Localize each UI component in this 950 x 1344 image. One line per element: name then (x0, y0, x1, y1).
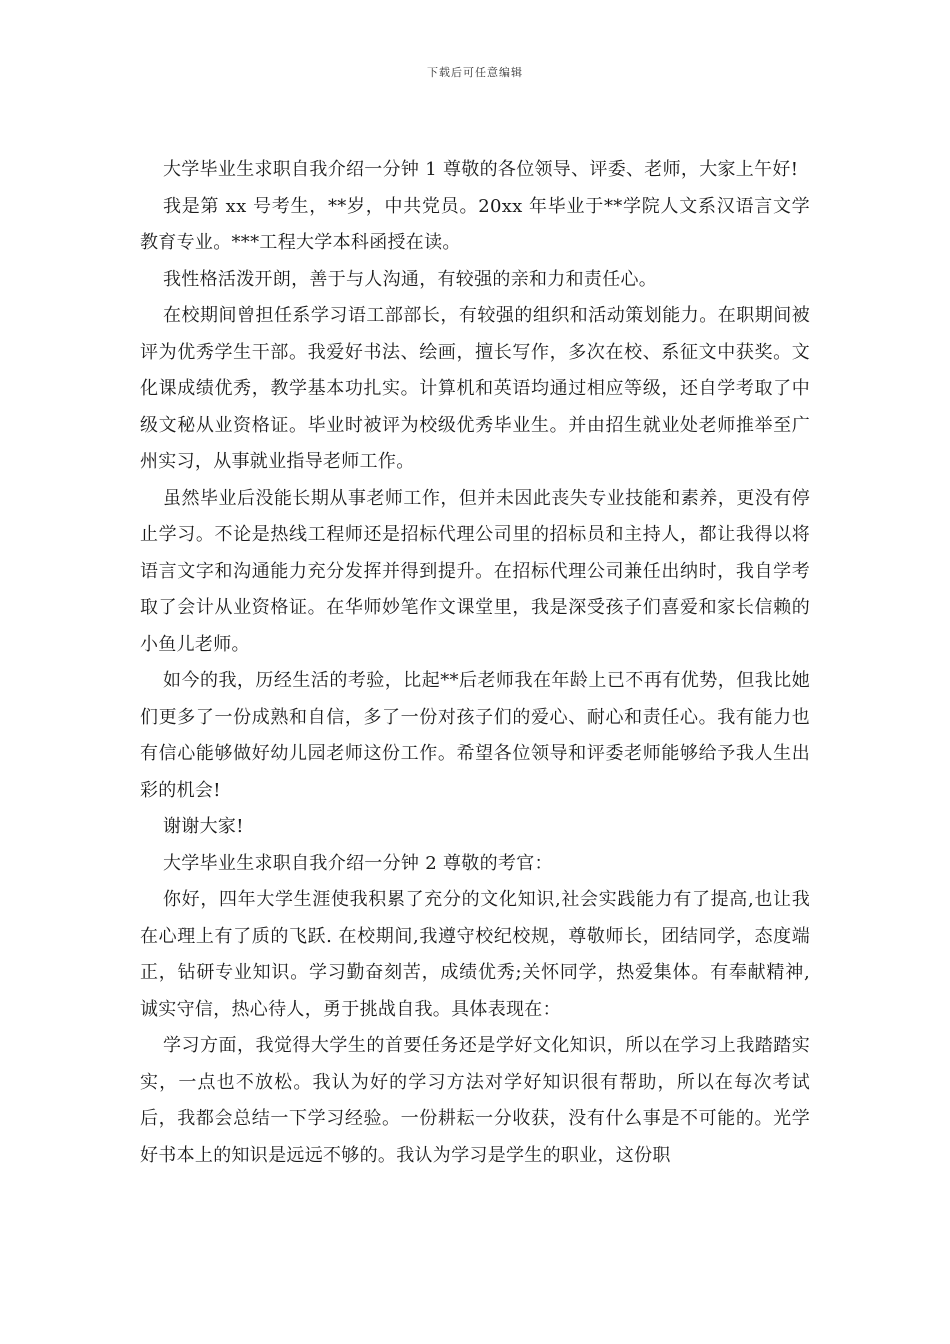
paragraph-study: 学习方面，我觉得大学生的首要任务还是学好文化知识，所以在学习上我踏踏实实，一点也不放松。我认为好的学习方法对学好知识很有帮助，所以在每次考试后，我都会总结一下学习经验。一份耕耘一分收获，没有什么事是不可能的。光学好书本上的知识是远远不够的。我认为学习是学生的职业，这份职 (140, 1035, 810, 1166)
page-header-note: 下载后可任意编辑 (427, 66, 523, 79)
paragraph-personality: 我性格活泼开朗，善于与人沟通，有较强的亲和力和责任心。 (163, 268, 658, 290)
paragraph-thanks: 谢谢大家! (163, 816, 244, 837)
paragraph-title-2: 大学毕业生求职自我介绍一分钟 2 尊敬的考官： (163, 852, 553, 874)
paragraph-work-experience: 虽然毕业后没能长期从事老师工作，但并未因此丧失专业技能和素养，更没有停止学习。不论是热线工程师还是招标代理公司里的招标员和主持人，都让我得以将语言文字和沟通能力充分发挥并得到提升。在招标代理公司兼任出纳时，我自学考取了会计从业资格证。在华师妙笔作文课堂里，我是深受孩子们喜爱和家长信赖的小鱼儿老师。 (140, 487, 810, 655)
document-body (140, 152, 810, 1174)
paragraph-current-self: 如今的我，历经生活的考验，比起**后老师我在年龄上已不再有优势，但我比她们更多了一份成熟和自信，多了一份对孩子们的爱心、耐心和责任心。我有能力也有信心能够做好幼儿园老师这份工作。希望各位领导和评委老师能够给予我人生出彩的机会! (140, 670, 810, 801)
paragraph-intro: 我是第 xx 号考生，**岁，中共党员。20xx 年毕业于**学院人文系汉语言文学教育专业。***工程大学本科函授在读。 (140, 195, 810, 253)
paragraph-greeting: 你好，四年大学生涯使我积累了充分的文化知识,社会实践能力有了提高,也让我在心理上有了质的飞跃. 在校期间,我遵守校纪校规，尊敬师长，团结同学，态度端正，钻研专业知识。学习勤奋刻苦，成绩优秀;关怀同学，热爱集体。有奉献精神, 诚实守信，热心待人，勇于挑战自我。具体表现在： (140, 889, 810, 1020)
paragraph-title-1: 大学毕业生求职自我介绍一分钟 1 尊敬的各位领导、评委、老师，大家上午好! (163, 159, 799, 180)
paragraph-school-experience: 在校期间曾担任系学习语工部部长，有较强的组织和活动策划能力。在职期间被评为优秀学生干部。我爱好书法、绘画，擅长写作，多次在校、系征文中获奖。文化课成绩优秀，教学基本功扎实。计算机和英语均通过相应等级，还自学考取了中级文秘从业资格证。毕业时被评为校级优秀毕业生。并由招生就业处老师推举至广州实习，从事就业指导老师工作。 (140, 305, 810, 472)
